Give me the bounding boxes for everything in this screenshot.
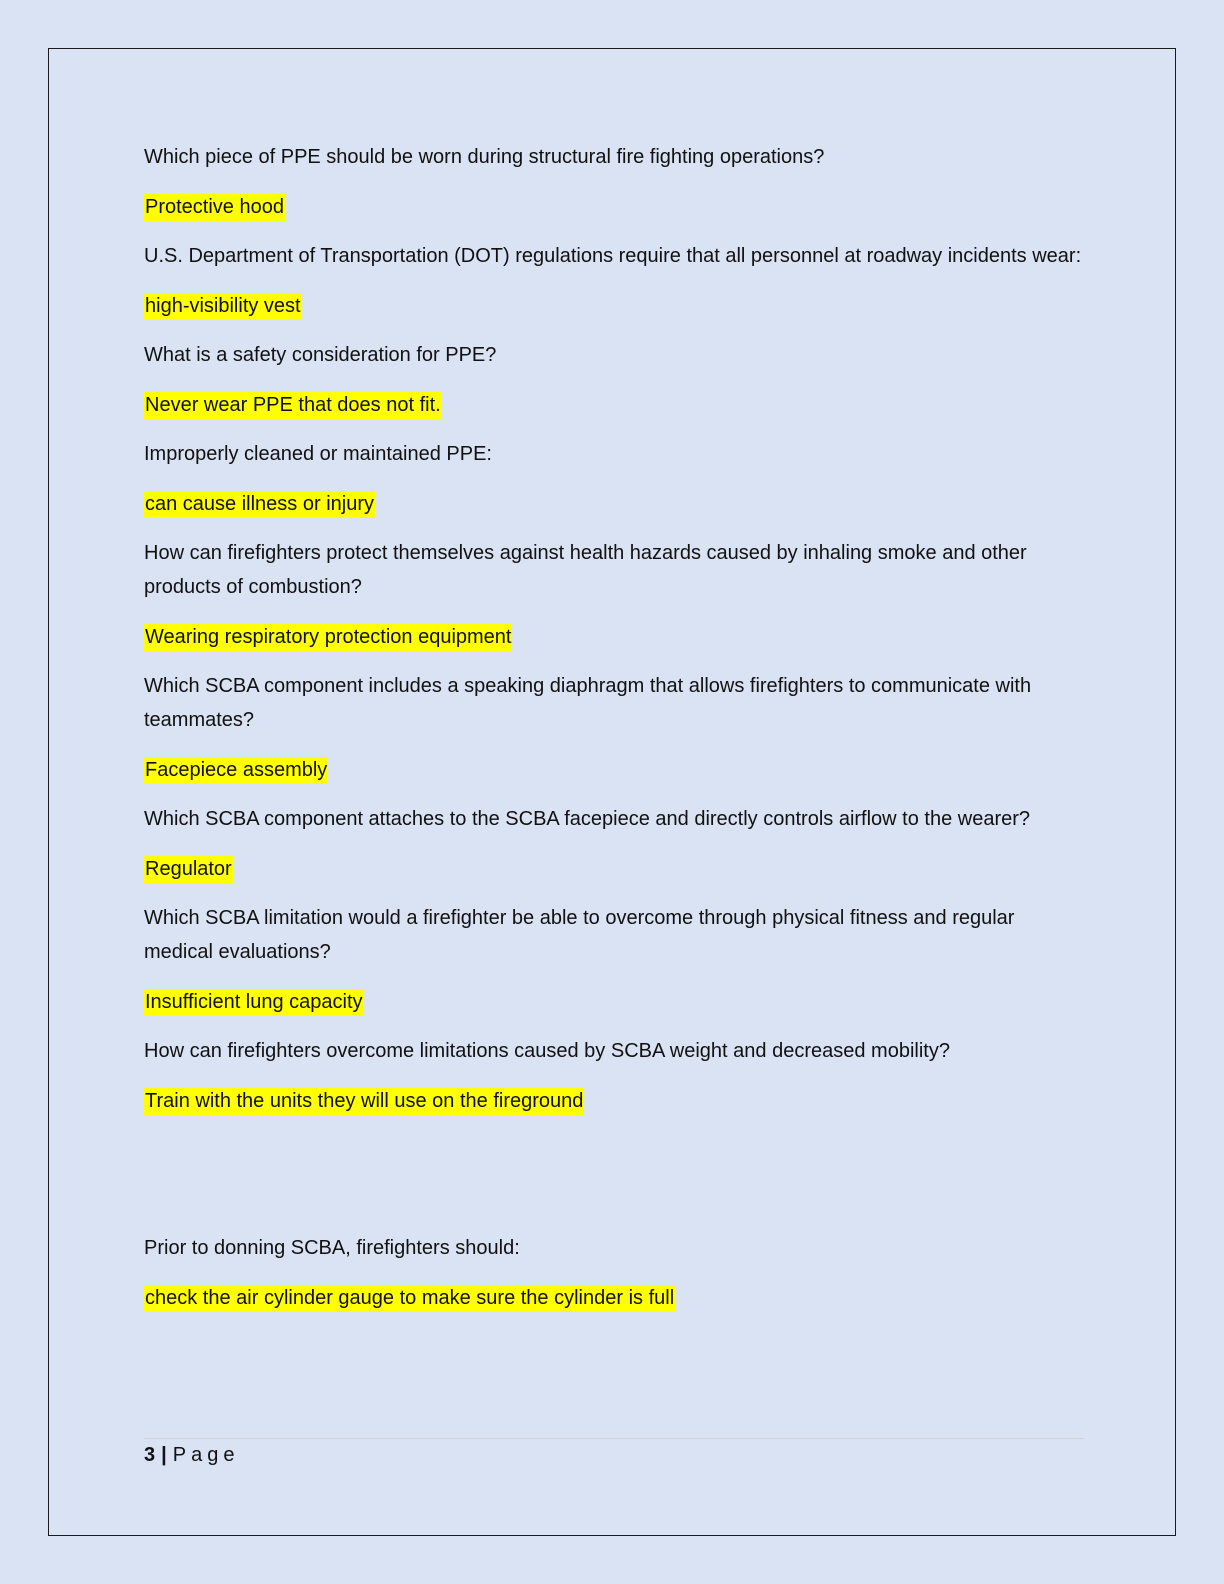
answer-highlight: Wearing respiratory protection equipment (144, 624, 512, 651)
answer-1 (144, 190, 1084, 224)
question-4: Improperly cleaned or maintained PPE: (144, 443, 492, 465)
answer-9 (144, 1084, 1084, 1118)
question-10: Prior to donning SCBA, firefighters should: (144, 1237, 520, 1259)
answer-4 (144, 487, 1084, 521)
question-3: What is a safety consideration for PPE? (144, 344, 497, 366)
answer-7 (144, 852, 1084, 886)
footer-separator: | (161, 1444, 167, 1466)
answer-10 (144, 1281, 1084, 1315)
answer-2 (144, 289, 1084, 323)
question-2: U.S. Department of Transportation (DOT) regulations require that all personnel at roadway incidents wear: (144, 245, 1082, 267)
blank-space (144, 1133, 1084, 1231)
answer-highlight: Insufficient lung capacity (144, 989, 364, 1016)
answer-highlight: Regulator (144, 856, 233, 883)
answer-6 (144, 753, 1084, 787)
question-7: Which SCBA component attaches to the SCBA facepiece and directly controls airflow to the wearer? (144, 808, 1031, 830)
question-1: Which piece of PPE should be worn during structural fire fighting operations? (144, 146, 825, 168)
answer-5 (144, 620, 1084, 654)
question-9: How can firefighters overcome limitations caused by SCBA weight and decreased mobility? (144, 1040, 950, 1062)
answer-highlight: can cause illness or injury (144, 491, 375, 518)
answer-highlight: check the air cylinder gauge to make sure the cylinder is full (144, 1285, 675, 1312)
answer-3 (144, 388, 1084, 422)
answer-highlight: Never wear PPE that does not fit. (144, 392, 442, 419)
question-8: Which SCBA limitation would a firefighter be able to overcome through physical fitness and regular medical evaluations? (144, 907, 1015, 963)
answer-highlight: Protective hood (144, 194, 285, 221)
answer-8 (144, 985, 1084, 1019)
page-content (144, 140, 1084, 1330)
answer-highlight: Train with the units they will use on the fireground (144, 1088, 584, 1115)
footer-divider (144, 1438, 1084, 1439)
page-number: 3 (144, 1444, 156, 1466)
answer-highlight: high-visibility vest (144, 293, 302, 320)
page-label: Page (172, 1444, 240, 1466)
question-6: Which SCBA component includes a speaking diaphragm that allows firefighters to communicate with teammates? (144, 675, 1032, 731)
answer-highlight: Facepiece assembly (144, 757, 328, 784)
question-5: How can firefighters protect themselves against health hazards caused by inhaling smoke and other products of combustion? (144, 542, 1027, 598)
page-footer (144, 1440, 239, 1470)
